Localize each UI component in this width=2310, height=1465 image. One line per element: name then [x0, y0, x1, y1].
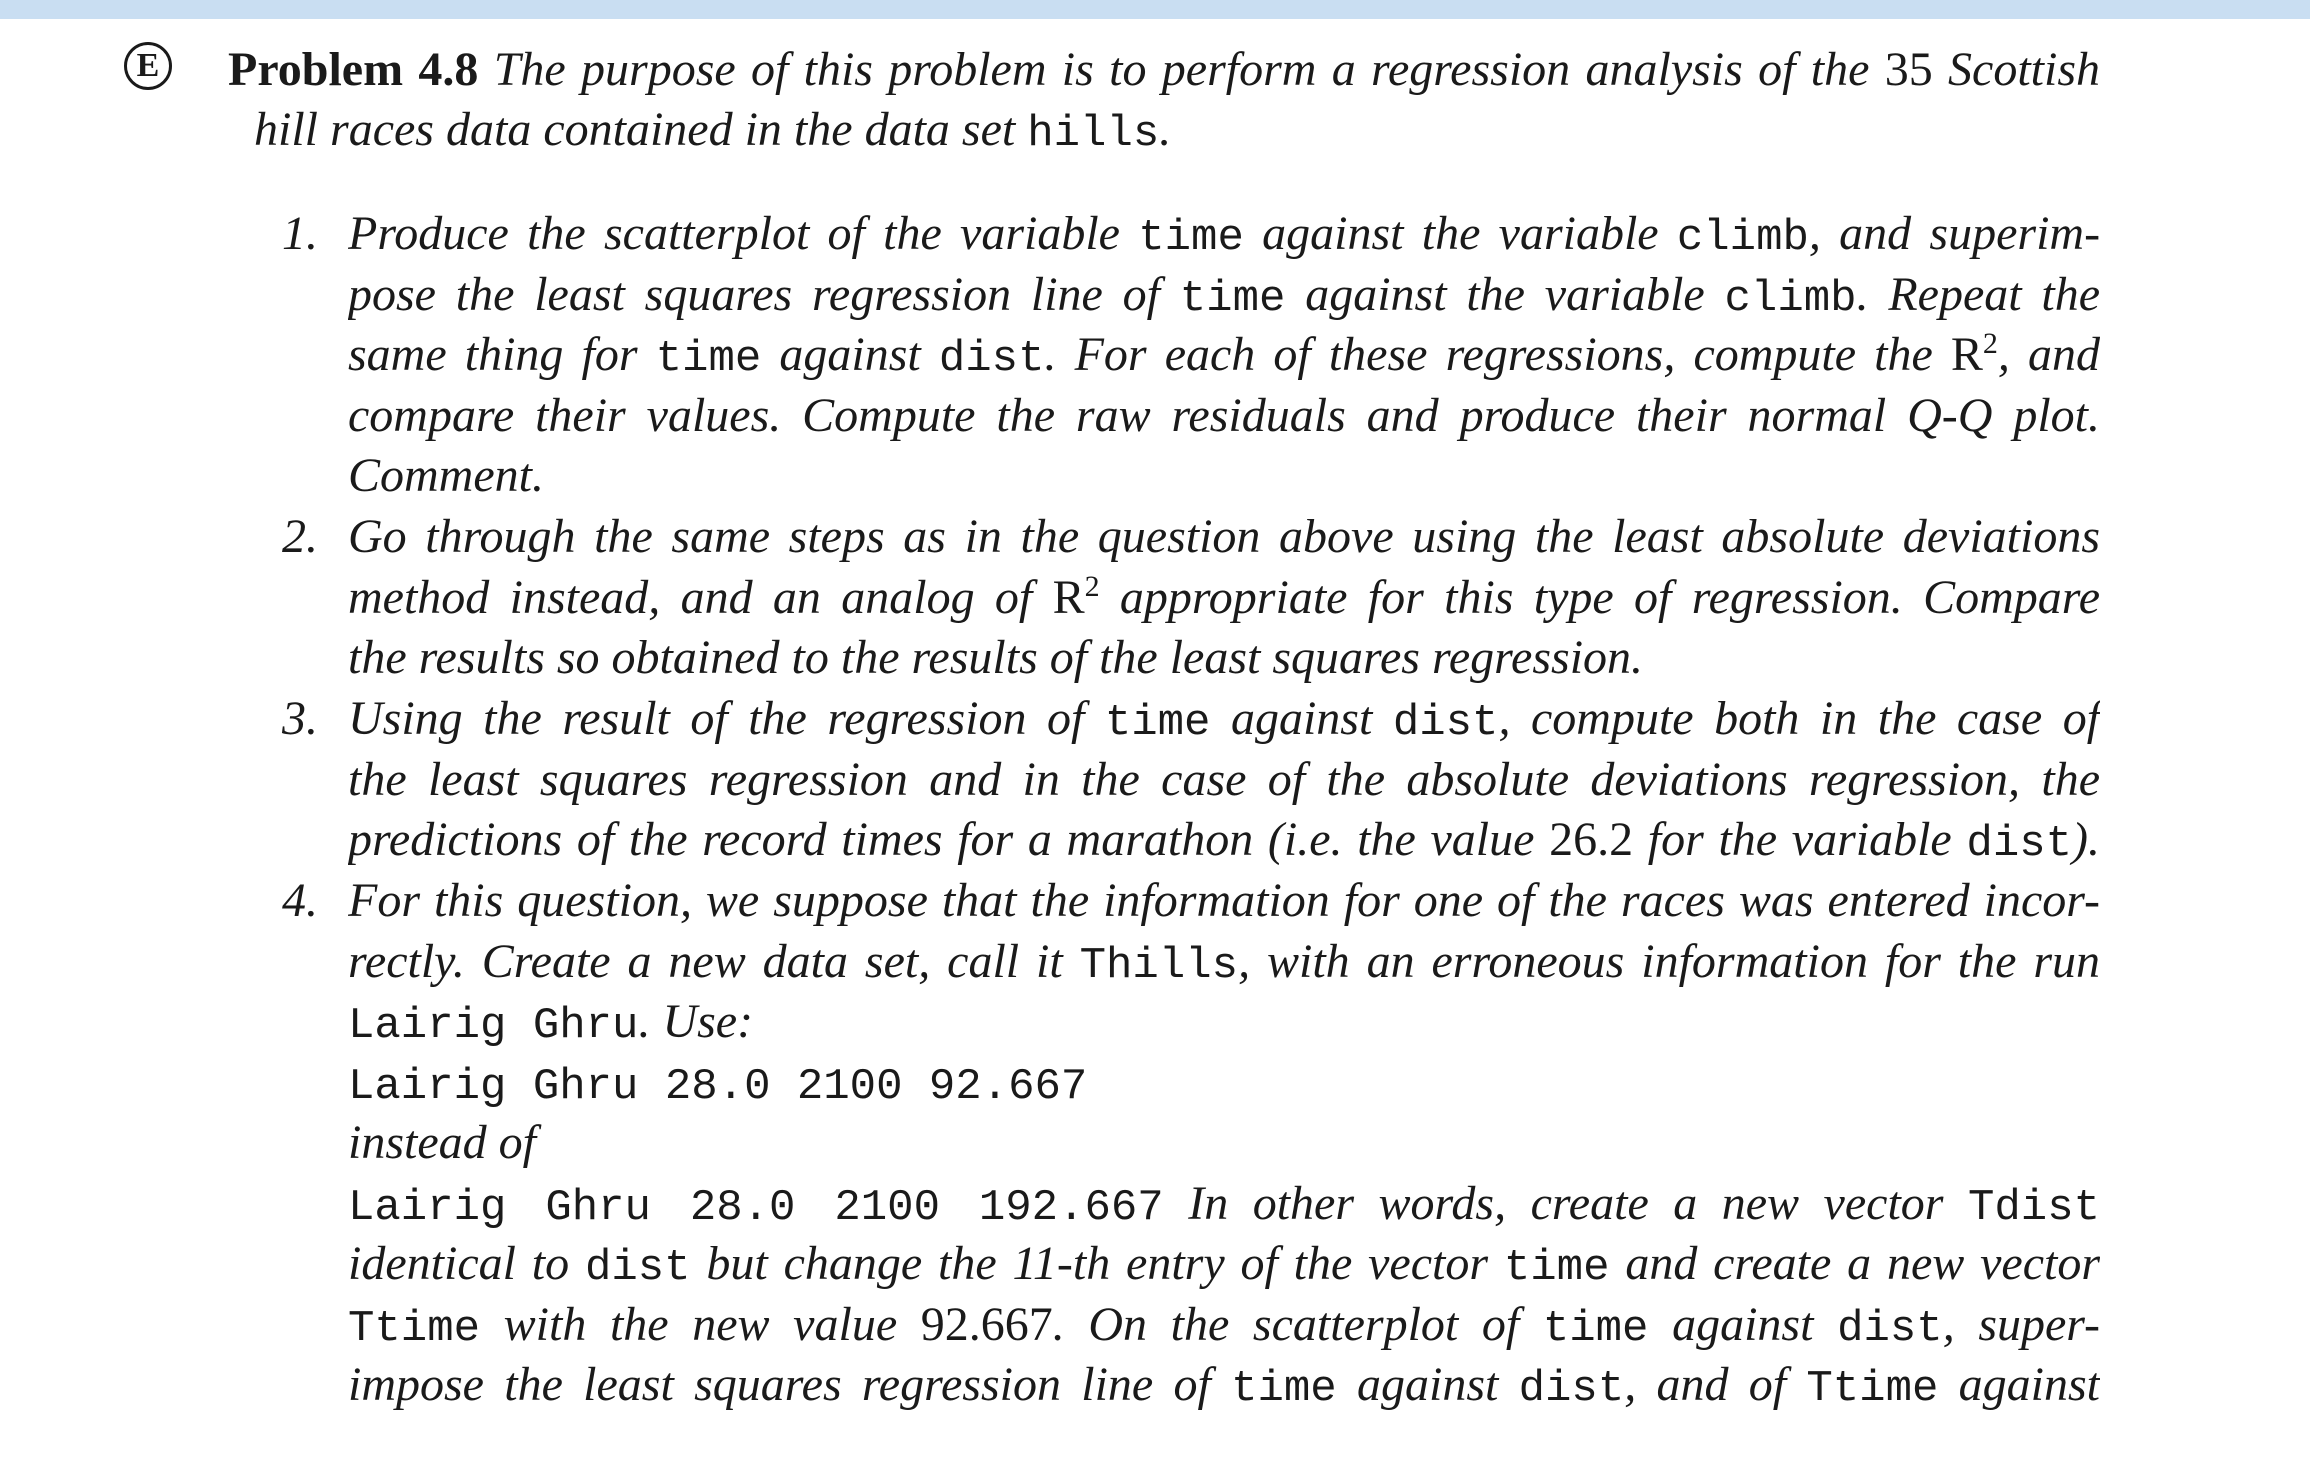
text-line [348, 1174, 2100, 1235]
text-fragment: for the variable [1647, 813, 1952, 866]
text-fragment: time [1138, 213, 1244, 263]
text-fragment: Lairig Ghru [348, 1001, 639, 1051]
text-fragment: Lairig Ghru 28.0 2100 192.667 [348, 1182, 1164, 1233]
text-fragment: same thing for [348, 328, 638, 381]
text-line [348, 1355, 2100, 1416]
text-line [348, 1234, 2100, 1295]
problem-title: Problem 4.8 [228, 43, 479, 96]
dataset-name-code: hills [1027, 109, 1160, 159]
text-fragment: , and of [1624, 1358, 1787, 1411]
problem-intro-period: . [1159, 103, 1172, 156]
text-fragment: impose the least squares regression line of [348, 1358, 1211, 1411]
text-line [348, 568, 2100, 629]
code-line [348, 1053, 2100, 1114]
text-fragment: 26.2 [1549, 813, 1634, 866]
text-fragment: Produce the scatterplot of the variable [348, 207, 1120, 260]
text-fragment: . For each of these regressions, compute the [1044, 328, 1933, 381]
text-fragment: against [1356, 1358, 1499, 1411]
text-fragment: identical to [348, 1237, 570, 1290]
text-fragment: Lairig Ghru 28.0 2100 92.667 [348, 1061, 1088, 1112]
text-fragment: with the new value [503, 1297, 898, 1351]
list-item-2 [282, 507, 2100, 689]
text-fragment: . Repeat the [1856, 267, 2100, 321]
text-fragment: Using the result of the regression of [348, 692, 1085, 745]
text-fragment: , and [1997, 328, 2100, 381]
text-fragment: Ttime [348, 1303, 481, 1354]
text-fragment: dist [938, 334, 1045, 384]
item-number: 2. [282, 510, 318, 563]
text-line [348, 810, 2100, 871]
text-fragment: , and superim- [1808, 207, 2100, 260]
text-fragment: but change the 11-th entry of the vector [706, 1237, 1489, 1290]
text-line [348, 689, 2100, 750]
text-fragment: , with an erroneous information for the run [1238, 934, 2100, 988]
item-number: 4. [282, 874, 318, 927]
exercise-badge-icon: E [124, 42, 172, 90]
text-fragment: pose the least squares regression line of [348, 267, 1160, 321]
text-line [348, 325, 2100, 386]
text-fragment: time [1104, 698, 1211, 748]
item-number: 1. [282, 207, 318, 260]
text-fragment: dist [1518, 1364, 1625, 1414]
text-line [348, 992, 2100, 1053]
text-fragment: against the variable [1305, 267, 1705, 321]
text-fragment: time [1231, 1364, 1337, 1414]
problem-intro-text-end: Scottish [1948, 43, 2101, 96]
text-fragment: climb [1724, 273, 1857, 324]
text-fragment: In other words, create a new vector [1188, 1176, 1944, 1230]
text-fragment: dist [1392, 698, 1499, 748]
text-fragment: Tdist [1967, 1182, 2100, 1233]
text-fragment: Ttime [1806, 1364, 1939, 1414]
text-line: the least squares regression and in the case of the absolute deviations regression, the [348, 752, 2100, 806]
text-line: Go through the same steps as in the question above using the least absolute deviations [348, 510, 2100, 563]
text-line: the results so obtained to the results of the least squares regression. [348, 631, 1644, 684]
problem-intro-number: 35 [1884, 43, 1933, 96]
problem-heading-line-2 [254, 100, 2100, 165]
text-line: instead of [348, 1116, 536, 1169]
problem-intro-cont: hill races data contained in the data set [254, 103, 1016, 156]
list-item-4 [282, 871, 2100, 1416]
list-item-3 [282, 689, 2100, 871]
text-fragment: rectly. Create a new data set, call it [348, 934, 1063, 988]
text-fragment: dist [1837, 1303, 1943, 1354]
text-line [348, 932, 2100, 993]
text-fragment: time [1179, 273, 1286, 324]
text-line: For this question, we suppose that the information for one of the races was entered incor- [348, 874, 2100, 927]
text-fragment: time [1503, 1243, 1610, 1293]
text-line [348, 1295, 2100, 1356]
text-fragment: R [1052, 570, 1085, 624]
text-fragment: 2 [1982, 327, 1998, 360]
text-line: compare their values. Compute the raw residuals and produce their normal Q-Q plot. [348, 388, 2100, 442]
problem-intro-text: The purpose of this problem is to perform a regression analysis of the [493, 43, 1870, 96]
text-fragment: climb [1676, 213, 1809, 263]
item-number: 3. [282, 692, 318, 745]
text-fragment: , compute both in the case of [1498, 692, 2100, 745]
text-fragment: dist [1966, 819, 2073, 869]
text-fragment: 2 [1084, 569, 1100, 603]
text-fragment: against [1958, 1358, 2100, 1411]
text-fragment: against the variable [1262, 207, 1659, 260]
text-fragment: Thills [1079, 940, 1239, 991]
text-fragment: against [1672, 1297, 1814, 1351]
text-fragment: predictions of the record times for a marathon (i.e. the value [348, 813, 1535, 866]
text-fragment: method instead, and an analog of [348, 570, 1033, 624]
text-fragment: and create a new vector [1625, 1237, 2100, 1290]
text-fragment: ). [2072, 813, 2100, 866]
text-line [348, 204, 2100, 265]
text-line [348, 265, 2100, 326]
list-item-1 [282, 204, 2100, 507]
text-fragment: R [1950, 328, 1983, 381]
text-line: Comment. [348, 449, 544, 502]
text-fragment: time [655, 334, 762, 384]
text-fragment: time [1542, 1303, 1649, 1354]
text-fragment: , super- [1942, 1297, 2100, 1351]
text-fragment: 92.667 [920, 1297, 1053, 1351]
text-fragment: appropriate for this type of regression. Compare [1119, 570, 2100, 624]
text-fragment: dist [584, 1243, 691, 1293]
top-color-bar [0, 0, 2310, 19]
text-fragment: . Use: [638, 995, 754, 1048]
text-fragment: against [1230, 692, 1373, 745]
problem-heading-line [228, 40, 2100, 101]
text-fragment: . On the scatterplot of [1052, 1297, 1520, 1351]
text-fragment: against [779, 328, 921, 381]
